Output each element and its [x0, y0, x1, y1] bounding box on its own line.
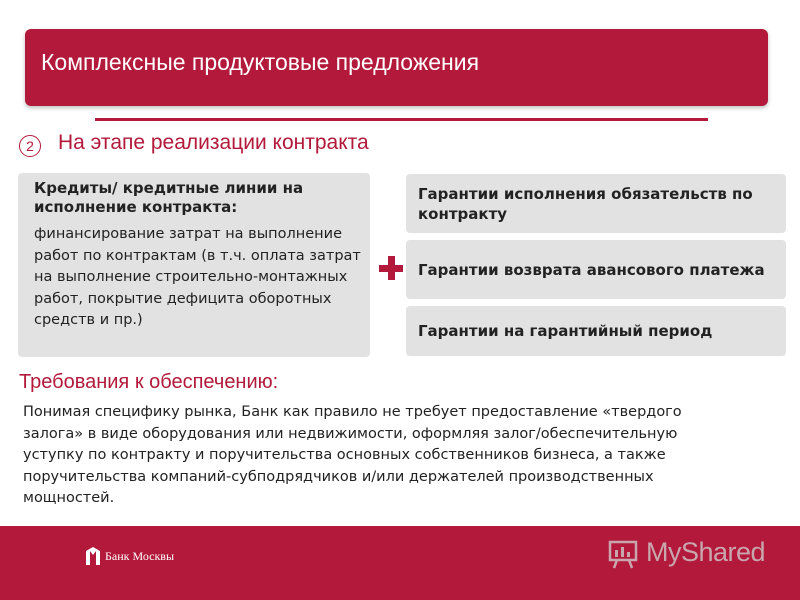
- bank-name: Банк Москвы: [105, 549, 175, 563]
- watermark-text: MyShared: [646, 537, 766, 567]
- plus-icon: [379, 256, 403, 280]
- bank-logo-icon: [86, 547, 100, 565]
- presentation-board-icon: [607, 538, 639, 570]
- title-banner: [25, 29, 768, 106]
- guarantee-box-performance: [406, 174, 786, 233]
- requirements-text: Понимая специфику рынка, Банк как правило не требует предоставление «твердого залога» в виде оборудования или недвижимости, оформляя залог/обеспечительную уступку по контракту и поручительства основных собственников бизнеса, а также поручительства компаний-субподрядчиков и/или держателей производственных мощностей.: [23, 404, 682, 506]
- guarantee-label: Гарантии возврата авансового платежа: [418, 260, 765, 279]
- credit-lines-title: Кредиты/ кредитные линии на исполнение контракта:: [34, 179, 304, 216]
- page-title: Комплексные продуктовые предложения: [41, 49, 480, 75]
- title-divider: [95, 118, 708, 121]
- credit-lines-box: [18, 173, 370, 357]
- guarantee-box-warranty: [406, 306, 786, 356]
- guarantee-box-advance: [406, 240, 786, 299]
- step-number-badge: 2: [19, 135, 41, 157]
- requirements-title: Требования к обеспечению:: [19, 371, 279, 393]
- guarantee-label: Гарантии на гарантийный период: [418, 322, 713, 340]
- guarantee-label: Гарантии исполнения обязательств по контракту: [418, 184, 753, 223]
- credit-lines-description: финансирование затрат на выполнение работ по контрактам (в т.ч. оплата затрат на выполнение строительно-монтажных работ, покрытие дефицита оборотных средств и пр.): [34, 226, 361, 328]
- step-title: На этапе реализации контракта: [58, 131, 369, 154]
